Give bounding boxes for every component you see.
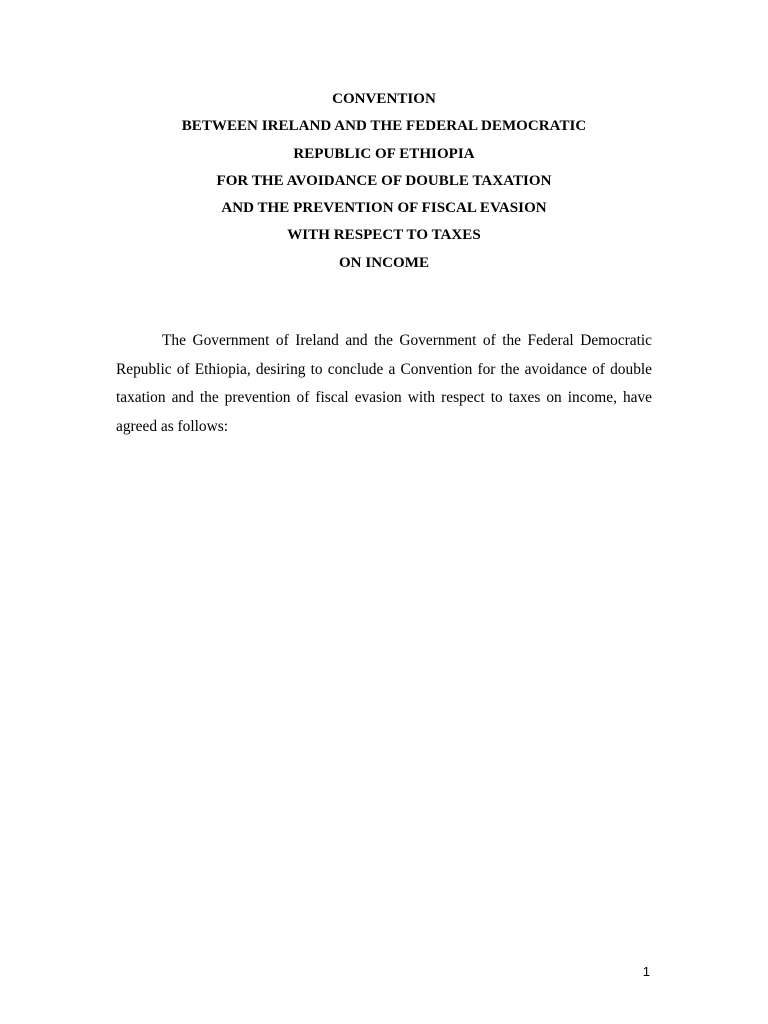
preamble-paragraph: The Government of Ireland and the Government of the Federal Democratic Republic of Ethiopia, desiring to conclude a Convention for the avoidance of double taxation and the prevention of fiscal evasion with respect to taxes on income, have agreed as follows: — [116, 332, 652, 435]
title-line: ON INCOME — [338, 254, 430, 271]
title-line: CONVENTION — [332, 91, 436, 107]
title-line: WITH RESPECT TO TAXES — [287, 227, 481, 244]
document-title — [0, 86, 768, 277]
title-line: BETWEEN IRELAND AND THE FEDERAL DEMOCRATIC — [181, 118, 587, 135]
title-line: AND THE PREVENTION OF FISCAL EVASION — [221, 200, 547, 217]
page-number: 1 — [642, 964, 650, 979]
title-line: FOR THE AVOIDANCE OF DOUBLE TAXATION — [216, 172, 552, 189]
title-line: REPUBLIC OF ETHIOPIA — [293, 145, 475, 162]
